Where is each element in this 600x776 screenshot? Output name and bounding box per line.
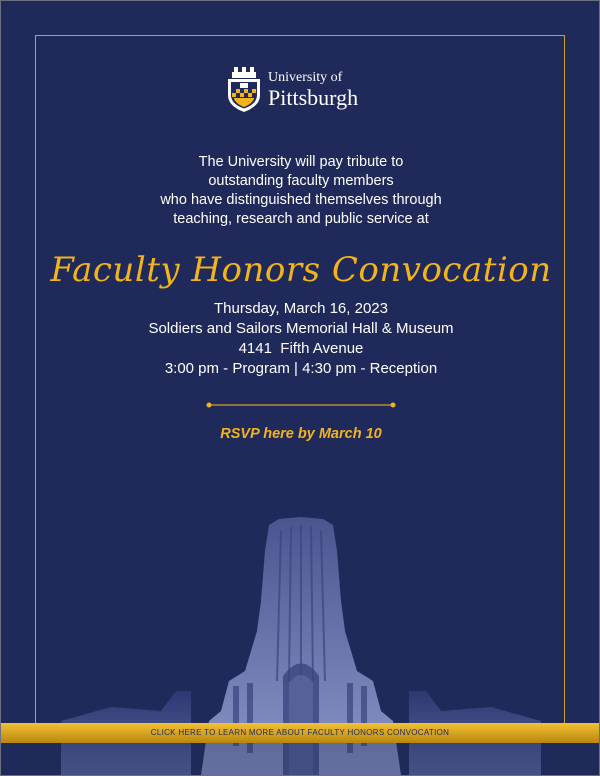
wordmark-line1: University of: [268, 70, 343, 85]
intro-line: teaching, research and public service at: [173, 211, 429, 227]
event-title: Faculty Honors Convocation: [50, 250, 552, 290]
intro-text: [61, 153, 541, 229]
wordmark-line2: Pittsburgh: [268, 85, 359, 110]
intro-line: The University will pay tribute to: [198, 154, 404, 170]
event-details: [61, 299, 541, 379]
learn-more-banner-button[interactable]: CLICK HERE TO LEARN MORE ABOUT FACULTY HONORS CONVOCATION: [1, 723, 599, 743]
event-venue: Soldiers and Sailors Memorial Hall & Museum: [148, 320, 454, 337]
university-logo: [226, 67, 386, 117]
intro-line: who have distinguished themselves through: [160, 192, 442, 208]
pitt-shield-icon: [226, 67, 262, 113]
event-address: 4141 Fifth Avenue: [238, 340, 364, 357]
event-times: 3:00 pm - Program | 4:30 pm - Reception: [164, 360, 438, 377]
university-wordmark: [268, 70, 358, 110]
rsvp-link[interactable]: RSVP here by March 10: [220, 426, 382, 442]
event-date: Thursday, March 16, 2023: [214, 300, 388, 317]
intro-line: outstanding faculty members: [208, 173, 394, 189]
gold-divider: [205, 401, 397, 409]
